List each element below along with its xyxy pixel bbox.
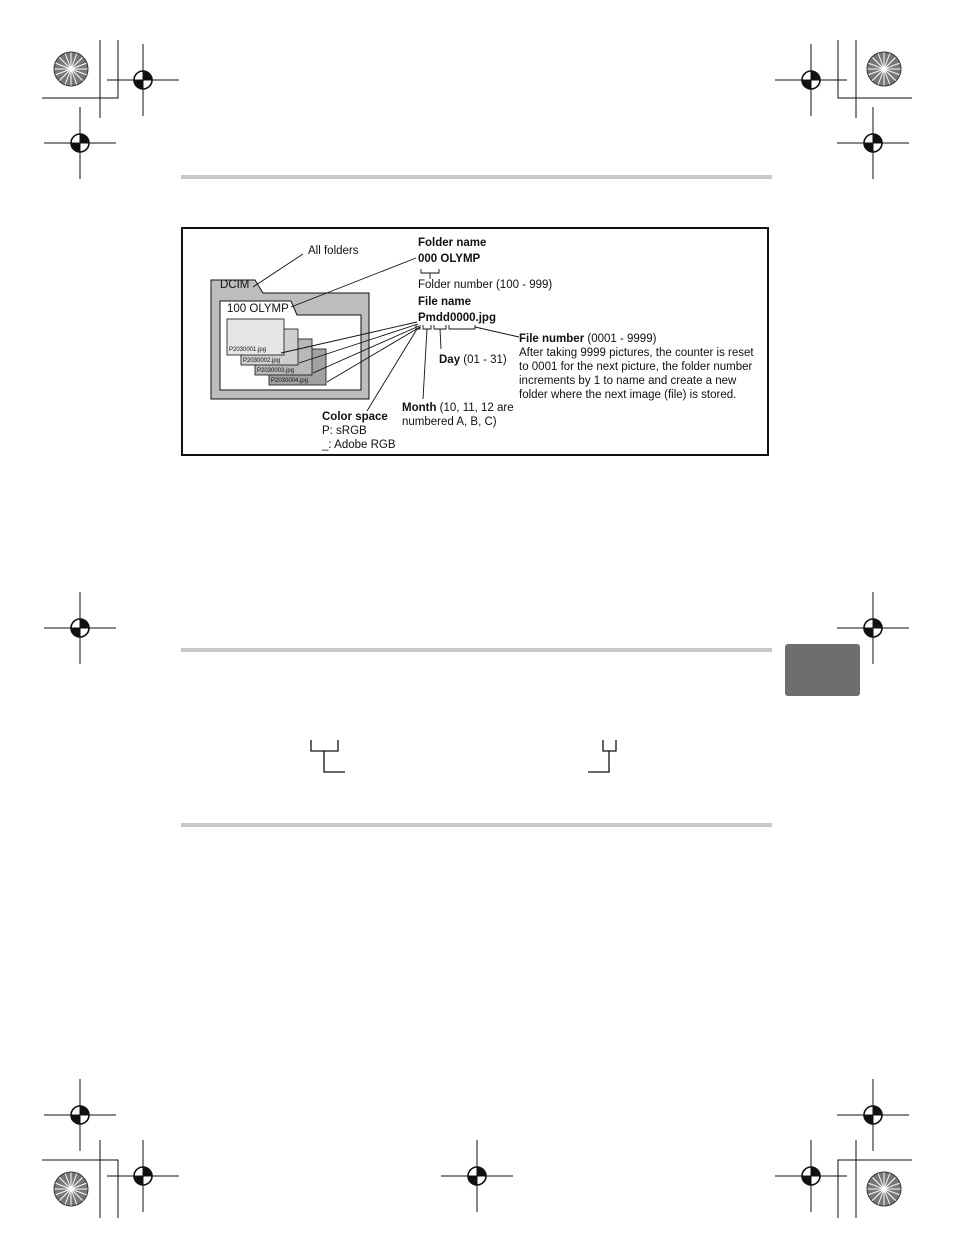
file-name-example: Pmdd0000.jpg: [418, 312, 496, 324]
day-range: (01 - 31): [460, 354, 507, 366]
day-label: [439, 353, 507, 368]
subfolder-label: 100 OLYMP: [227, 303, 289, 315]
color-space-adobe: _: Adobe RGB: [322, 439, 396, 451]
file-number-range: (0001 - 9999): [584, 333, 657, 345]
file-name-heading: File name: [418, 296, 472, 308]
month-desc-2: numbered A, B, C): [402, 416, 497, 428]
file-number-desc-3: increments by 1 to name and create a new: [519, 375, 737, 387]
day-heading: Day: [439, 354, 461, 366]
dcim-label: DCIM: [220, 279, 250, 291]
file-naming-diagram: [181, 227, 769, 456]
folder-number-label: Folder number (100 - 999): [418, 279, 553, 291]
color-space-heading: Color space: [322, 411, 388, 423]
file-label-3: P2030003.jpg: [257, 368, 295, 374]
file-number-title: [519, 332, 656, 347]
month-desc-1: (10, 11, 12 are: [436, 402, 514, 414]
file-label-2: P2030002.jpg: [243, 358, 281, 364]
file-label-4: P2030004.jpg: [271, 378, 309, 384]
color-space-srgb: P: sRGB: [322, 425, 367, 437]
file-number-desc-1: After taking 9999 pictures, the counter is reset: [519, 347, 754, 359]
file-number-desc-4: folder where the next image (file) is stored.: [519, 389, 737, 401]
folder-name-example: 000 OLYMP: [418, 253, 481, 265]
file-number-heading: File number: [519, 333, 585, 345]
all-folders-label: All folders: [308, 245, 359, 257]
file-number-desc-2: to 0001 for the next picture, the folder number: [519, 361, 753, 373]
month-heading: Month: [402, 402, 437, 414]
folder-name-heading: Folder name: [418, 237, 487, 249]
file-label-1: P2030001.jpg: [229, 347, 267, 353]
month-label: [402, 401, 514, 416]
